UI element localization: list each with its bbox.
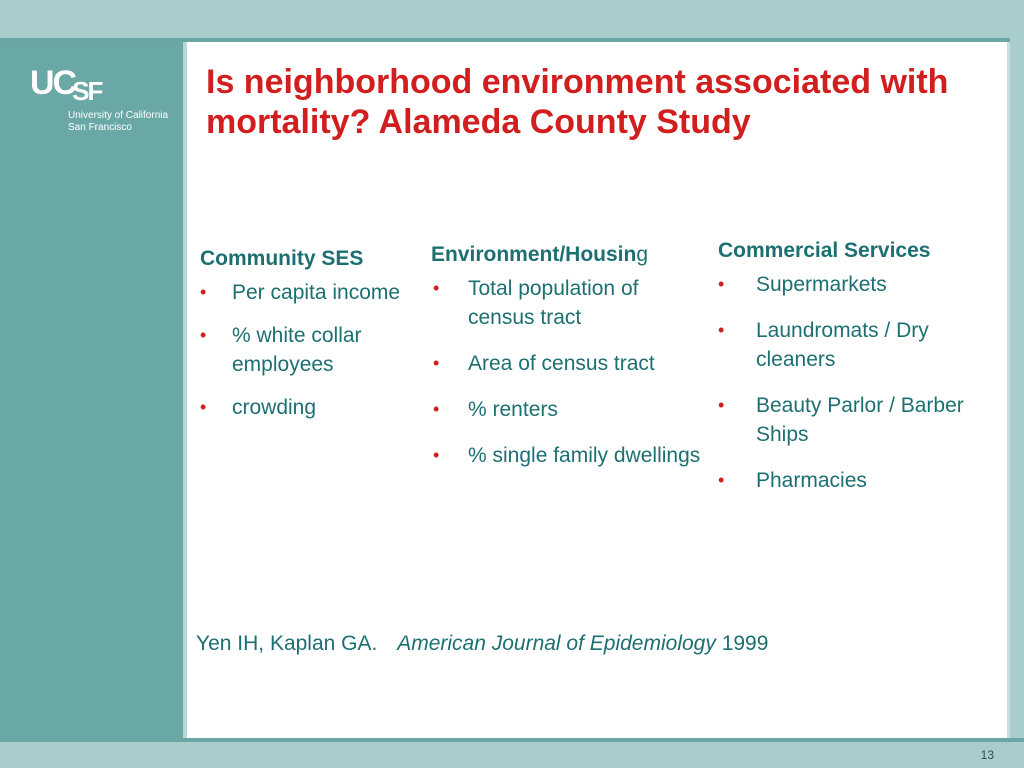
list-item-text: Pharmacies bbox=[756, 469, 867, 492]
list-item-text: Total population of census tract bbox=[468, 277, 639, 329]
list-item bbox=[200, 278, 415, 307]
list-item-text: % single family dwellings bbox=[468, 444, 701, 467]
logo-line-campus: San Francisco bbox=[68, 122, 132, 133]
bullet-icon: • bbox=[718, 395, 725, 415]
column-environment-housing bbox=[431, 242, 709, 487]
bullet-icon: • bbox=[433, 399, 440, 419]
left-sidebar bbox=[0, 42, 183, 738]
list-item bbox=[431, 349, 709, 378]
column-heading bbox=[718, 238, 1013, 264]
bullet-icon: • bbox=[433, 445, 440, 465]
ucsf-logo bbox=[30, 64, 169, 133]
column-heading bbox=[431, 242, 709, 268]
list-item-text: Beauty Parlor / Barber Ships bbox=[756, 394, 964, 446]
bullet-icon: • bbox=[200, 282, 207, 302]
bullet-icon: • bbox=[718, 320, 725, 340]
bullet-icon: • bbox=[718, 470, 725, 490]
bottom-frame-band bbox=[0, 742, 1024, 768]
list-item bbox=[718, 391, 1013, 449]
top-frame-band bbox=[0, 0, 1024, 38]
bullet-icon: • bbox=[200, 397, 207, 417]
list-item-text: Area of census tract bbox=[468, 352, 655, 375]
list-item-text: % renters bbox=[468, 398, 558, 421]
list-item bbox=[718, 316, 1013, 374]
citation-journal: American Journal of Epidemiology bbox=[397, 632, 716, 655]
list-item-text: % white collar employees bbox=[232, 324, 362, 376]
bullet-icon: • bbox=[433, 353, 440, 373]
bullet-list bbox=[718, 270, 1013, 495]
citation-year: 1999 bbox=[721, 632, 769, 655]
sidebar-edge bbox=[183, 42, 187, 738]
page-number: 13 bbox=[980, 748, 994, 762]
logo-line-university: University of California bbox=[68, 110, 169, 121]
list-item bbox=[718, 466, 1013, 495]
logo-mark-uc: UC bbox=[30, 64, 76, 102]
bullet-icon: • bbox=[718, 274, 725, 294]
bullet-list bbox=[431, 274, 709, 470]
list-item bbox=[431, 395, 709, 424]
slide-title: Is neighborhood environment associated with mortality? Alameda County Study bbox=[206, 63, 949, 141]
column-commercial-services bbox=[718, 238, 1013, 512]
ucsf-logo-mark bbox=[30, 64, 102, 106]
bullet-icon: • bbox=[433, 278, 440, 298]
column-heading-text: Environment/Housin bbox=[431, 243, 637, 266]
list-item-text: crowding bbox=[232, 396, 317, 419]
column-heading-text: Commercial Services bbox=[718, 239, 931, 262]
list-item-text: Per capita income bbox=[232, 281, 401, 304]
list-item-text: Laundromats / Dry cleaners bbox=[756, 319, 929, 371]
list-item bbox=[718, 270, 1013, 299]
list-item bbox=[431, 274, 709, 332]
list-item bbox=[200, 321, 415, 379]
column-heading-tail: g bbox=[636, 243, 649, 266]
bullet-icon: • bbox=[200, 325, 207, 345]
column-heading bbox=[200, 246, 415, 272]
list-item bbox=[431, 441, 709, 470]
list-item bbox=[200, 393, 415, 422]
bullet-list bbox=[200, 278, 415, 422]
logo-mark-sf: SF bbox=[72, 76, 102, 106]
citation bbox=[196, 632, 768, 656]
list-item-text: Supermarkets bbox=[756, 273, 887, 296]
citation-authors: Yen IH, Kaplan GA. bbox=[196, 632, 378, 655]
column-heading-text: Community SES bbox=[200, 247, 364, 270]
column-community-ses bbox=[200, 246, 415, 436]
